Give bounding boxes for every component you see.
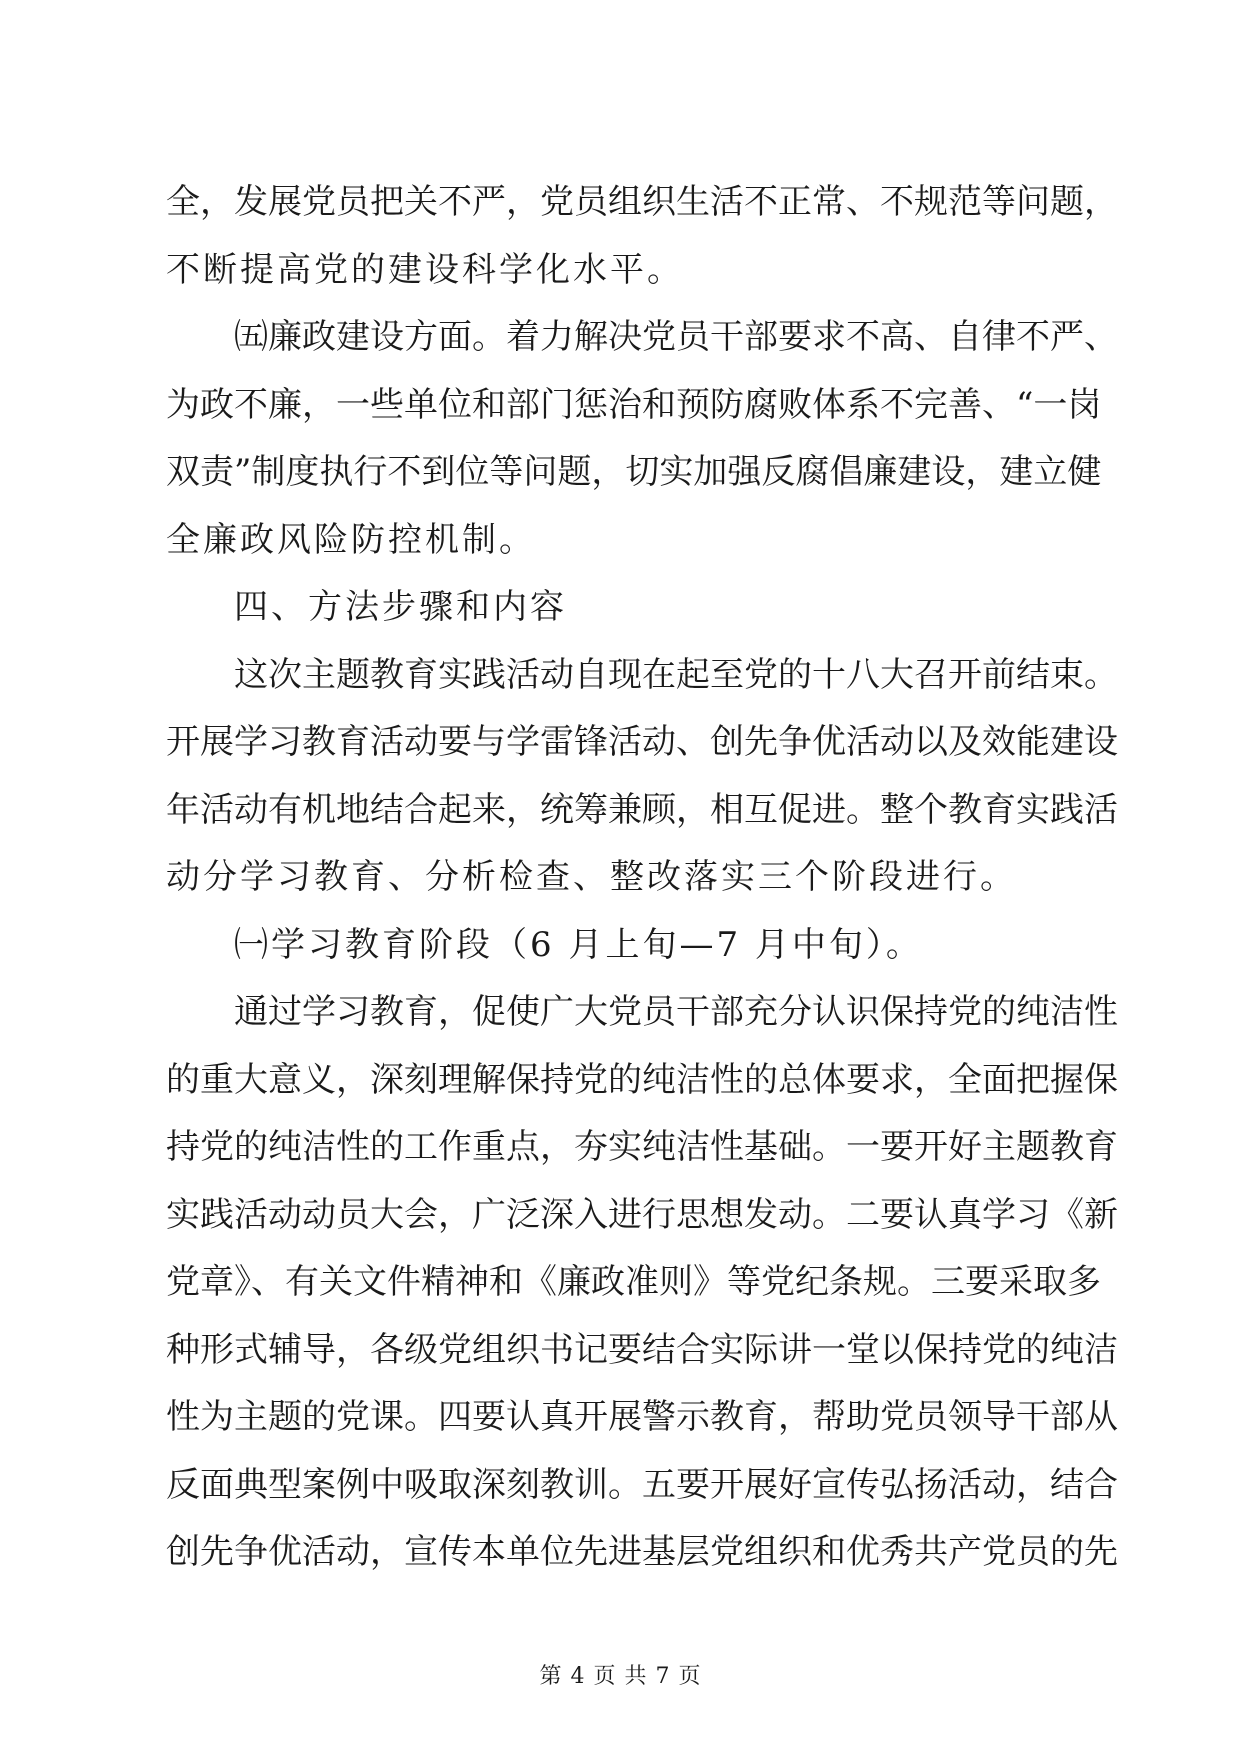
text-line: 反面典型案例中吸取深刻教训。五要开展好宣传弘扬活动，结合: [166, 1464, 1118, 1505]
text-line: ㈤廉政建设方面。着力解决党员干部要求不高、自律不严、: [234, 317, 1118, 357]
text-line: 实践活动动员大会，广泛深入进行思想发动。二要认真学习《新: [166, 1194, 1118, 1235]
text-line: 持党的纯洁性的工作重点，夯实纯洁性基础。一要开好主题教育: [166, 1127, 1118, 1167]
text-line: 不断提高党的建设科学化水平。: [166, 249, 684, 290]
text-line: 性为主题的党课。四要认真开展警示教育，帮助党员领导干部从: [166, 1397, 1118, 1437]
text-line: 通过学习教育，促使广大党员干部充分认识保持党的纯洁性: [234, 992, 1118, 1032]
text-line: 年活动有机地结合起来，统筹兼顾，相互促进。整个教育实践活: [166, 789, 1118, 830]
text-line: 创先争优活动，宣传本单位先进基层党组织和优秀共产党员的先: [166, 1532, 1118, 1572]
text-line: 这次主题教育实践活动自现在起至党的十八大召开前结束。: [234, 654, 1118, 695]
text-line: 全廉政风险防控机制。: [166, 519, 536, 560]
page-number-footer: 第 4 页 共 7 页: [539, 1664, 702, 1689]
subsection-heading: ㈠学习教育阶段（6 月上旬—7 月中旬）。: [234, 924, 923, 965]
section-heading: 四、方法步骤和内容: [234, 587, 567, 627]
text-line: 种形式辅导，各级党组织书记要结合实际讲一堂以保持党的纯洁: [166, 1329, 1118, 1370]
text-line: 为政不廉，一些单位和部门惩治和预防腐败体系不完善、“一岗: [166, 384, 1102, 425]
text-line: 开展学习教育活动要与学雷锋活动、创先争优活动以及效能建设: [166, 722, 1118, 762]
text-line: 动分学习教育、分析检查、整改落实三个阶段进行。: [166, 857, 1017, 897]
text-line: 党章》、有关文件精神和《廉政准则》等党纪条规。三要采取多: [166, 1262, 1101, 1302]
text-line: 双责”制度执行不到位等问题，切实加强反腐倡廉建设，建立健: [166, 452, 1102, 492]
text-line: 的重大意义，深刻理解保持党的纯洁性的总体要求，全面把握保: [166, 1059, 1118, 1100]
text-line: 全，发展党员把关不严，党员组织生活不正常、不规范等问题，: [166, 182, 1118, 222]
